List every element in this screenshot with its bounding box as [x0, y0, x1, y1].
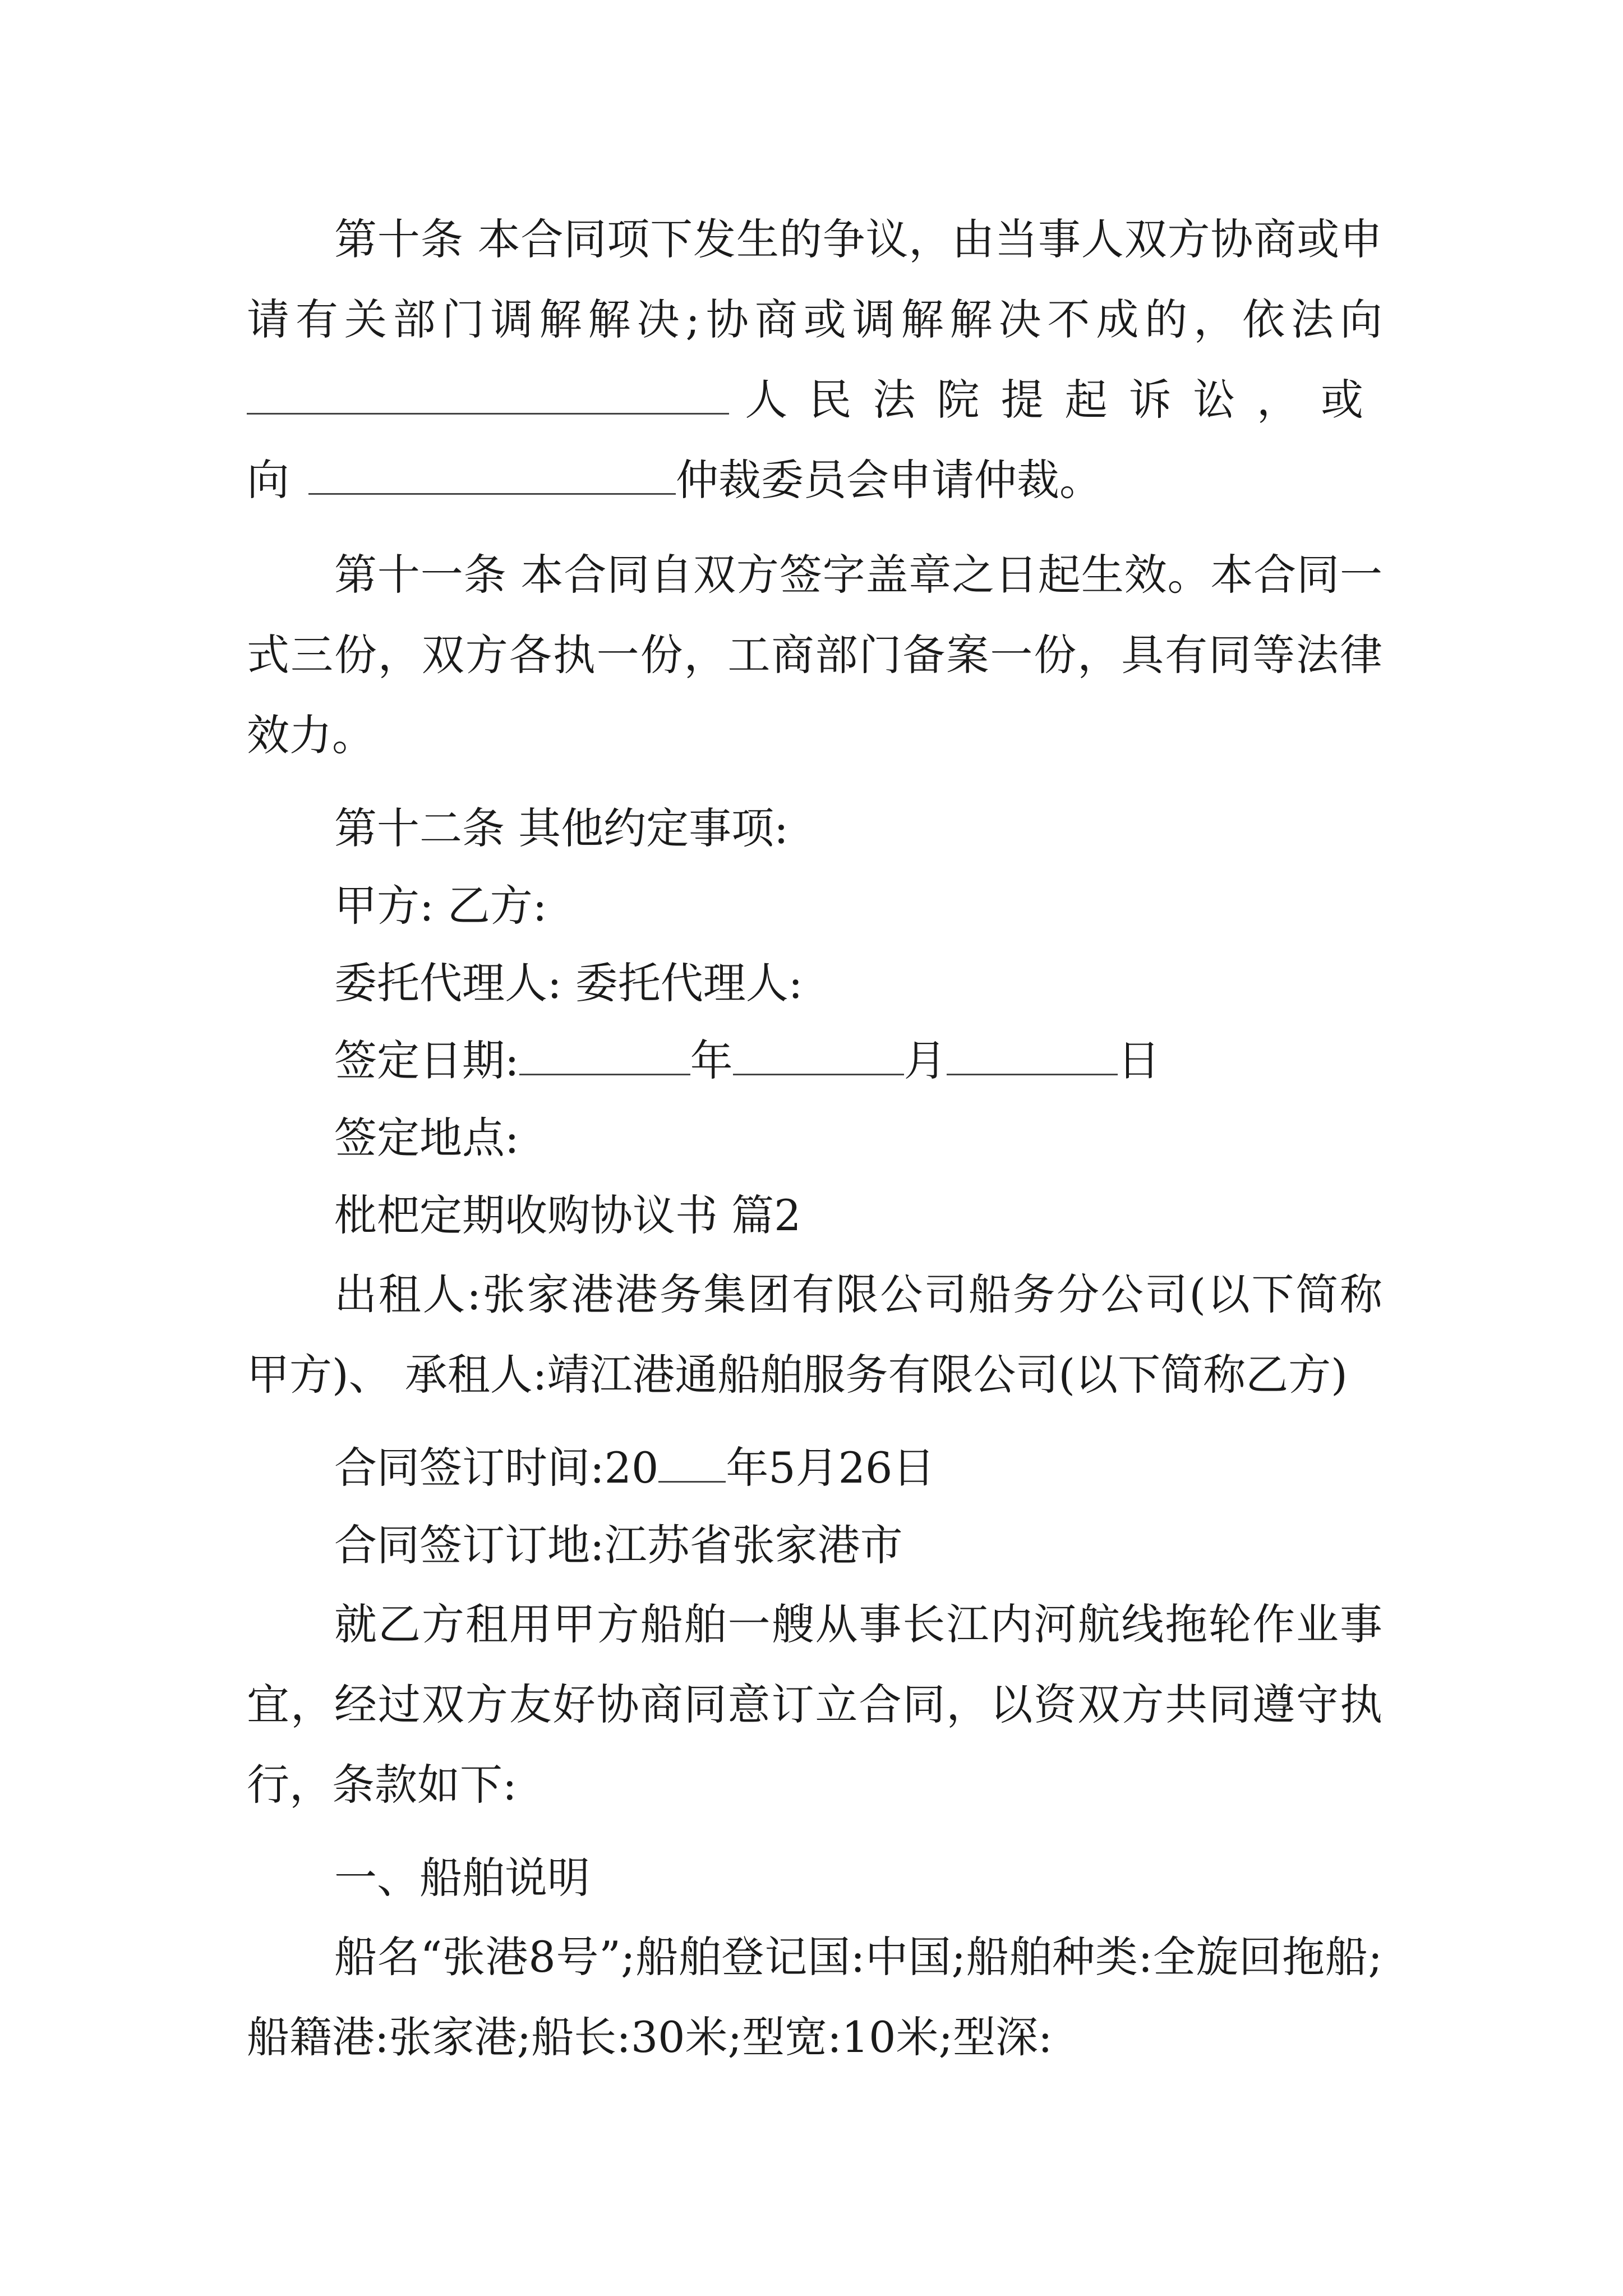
lessor-lessee-paragraph: 出租人:张家港港务集团有限公司船务分公司(以下简称甲方)、 承租人:靖江港通船舶服务有限公司(以下简称乙方)	[247, 1269, 1382, 1400]
ship-heading: 一、船舶说明	[334, 1853, 590, 1903]
year-label: 年	[690, 1036, 733, 1085]
article-11: 第十一条 本合同自双方签字盖章之日起生效。本合同一式三份，双方各执一份，工商部门备案一份，具有同等法律效力。	[247, 550, 1382, 760]
sign-date-label: 签定日期:	[334, 1036, 519, 1085]
section-title: 枇杷定期收购协议书 篇2	[334, 1190, 801, 1240]
year-blank	[519, 1034, 690, 1075]
contract-time-line	[247, 1429, 1382, 1507]
sign-date-line	[247, 1022, 1382, 1099]
agent-signature-line: 委托代理人: 委托代理人:	[334, 958, 803, 1008]
article-10-court-text: 人民法院提起诉讼，或向	[247, 375, 1382, 505]
party-signature-line: 甲方: 乙方:	[334, 881, 547, 931]
month-label: 月	[903, 1036, 947, 1085]
intro-paragraph: 就乙方租用甲方船舶一艘从事长江内河航线拖轮作业事宜，经过双方友好协商同意订立合同，以资双方共同遵守执行，条款如下:	[247, 1599, 1382, 1810]
contract-place-line: 合同签订订地:江苏省张家港市	[334, 1520, 903, 1570]
contract-year-blank	[658, 1442, 726, 1483]
article-10-text: 第十条 本合同项下发生的争议，由当事人双方协商或申请有关部门调解解决;协商或调解解决不成的，依法向	[247, 214, 1382, 344]
article-10	[247, 199, 1382, 520]
sign-place-line: 签定地点:	[334, 1113, 519, 1163]
ship-description: 船名“张港8号”;船舶登记国:中国;船舶种类:全旋回拖船;船籍港:张家港;船长:30米;型宽:10米;型深:	[247, 1932, 1382, 2062]
day-blank	[947, 1034, 1118, 1075]
month-blank	[733, 1034, 904, 1075]
court-name-blank	[247, 374, 729, 415]
day-label: 日	[1117, 1036, 1160, 1085]
contract-time-prefix: 合同签订时间:20	[334, 1443, 659, 1493]
article-10-arbitration-text: 仲裁委员会申请仲裁。	[676, 455, 1102, 505]
article-12: 第十二条 其他约定事项:	[334, 803, 789, 853]
contract-time-suffix: 年5月26日	[726, 1443, 935, 1493]
arbitration-blank	[308, 454, 676, 495]
document-page	[247, 199, 1382, 2092]
